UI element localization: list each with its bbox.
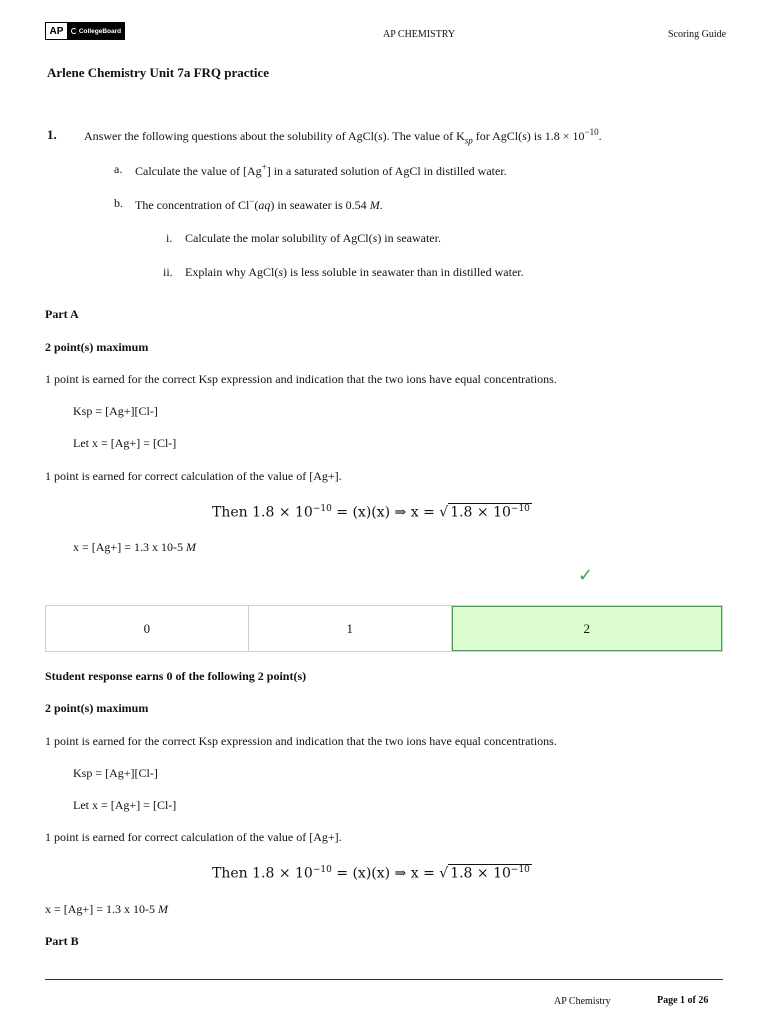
logo-brand-text: CollegeBoard xyxy=(78,27,122,35)
response-equation: Then $1.8 \times 10^{-10} = (x)(x)$ ⇒ x = √ $1.8 \times 10^{-10}$ xyxy=(212,865,530,882)
part-a-max: 2 point(s) maximum xyxy=(45,340,149,354)
ap-collegeboard-logo xyxy=(45,22,125,40)
subquestion-ii-label: ii. xyxy=(163,265,173,279)
collegeboard-icon xyxy=(71,28,77,34)
part-b-heading: Part B xyxy=(45,934,79,948)
question-stem: Answer the following questions about the solubility of AgCl(s). The value of $K_{sp}$ for AgCl(s) is $1.8 \times 10^{-10}$. xyxy=(84,127,602,146)
score-option-2-selected[interactable]: 2 xyxy=(452,606,722,651)
subquestion-i-text: Calculate the molar solubility of AgCl(s) in seawater. xyxy=(185,231,441,245)
subquestion-a-label: a. xyxy=(114,162,123,176)
footer-left: AP Chemistry xyxy=(554,996,611,1007)
part-a-letx: Let x = [Ag+] = [Cl-] xyxy=(73,436,177,450)
part-a-ksp: Ksp = [Ag+][Cl-] xyxy=(73,404,158,418)
response-point2: 1 point is earned for correct calculation of the value of [Ag+]. xyxy=(45,830,342,844)
part-a-point1: 1 point is earned for the correct Ksp expression and indication that the two ions have equal concentrations. xyxy=(45,372,557,386)
subquestion-a-text: Calculate the value of [Ag+] in a saturated solution of AgCl in distilled water. xyxy=(135,162,507,178)
response-ksp: Ksp = [Ag+][Cl-] xyxy=(73,766,158,780)
part-a-heading: Part A xyxy=(45,307,79,321)
logo-ap-text: AP xyxy=(46,23,68,39)
subquestion-b-label: b. xyxy=(114,196,123,210)
score-option-0[interactable]: 0 xyxy=(46,606,249,651)
part-a-result: x = [Ag+] = 1.3 x 10-5 M xyxy=(73,540,196,554)
response-max: 2 point(s) maximum xyxy=(45,701,149,715)
footer-divider xyxy=(45,979,723,980)
part-a-point2: 1 point is earned for correct calculation of the value of [Ag+]. xyxy=(45,469,342,483)
score-option-1[interactable]: 1 xyxy=(249,606,452,651)
part-a-equation: Then $1.8 \times 10^{-10} = (x)(x)$ ⇒ x = √ $1.8 \times 10^{-10}$ xyxy=(212,504,530,521)
header-center-title: AP CHEMISTRY xyxy=(383,29,456,40)
header-right-title: Scoring Guide xyxy=(668,29,727,40)
subquestion-i-label: i. xyxy=(166,231,173,245)
logo-brand xyxy=(68,23,124,39)
doc-title: Arlene Chemistry Unit 7a FRQ practice xyxy=(47,65,270,80)
check-icon: ✓ xyxy=(578,565,594,586)
response-point1: 1 point is earned for the correct Ksp expression and indication that the two ions have equal concentrations. xyxy=(45,734,557,748)
question-number: 1. xyxy=(47,127,57,142)
subquestion-b-text: The concentration of Cl−(aq) in seawater is 0.54 M. xyxy=(135,196,383,212)
response-result: x = [Ag+] = 1.3 x 10-5 M xyxy=(45,902,168,916)
subquestion-ii-text: Explain why AgCl(s) is less soluble in seawater than in distilled water. xyxy=(185,265,524,279)
page-number: Page 1 of 26 xyxy=(657,995,709,1006)
response-letx: Let x = [Ag+] = [Cl-] xyxy=(73,798,177,812)
response-earns: Student response earns 0 of the following 2 point(s) xyxy=(45,669,307,683)
score-selector xyxy=(45,605,723,652)
